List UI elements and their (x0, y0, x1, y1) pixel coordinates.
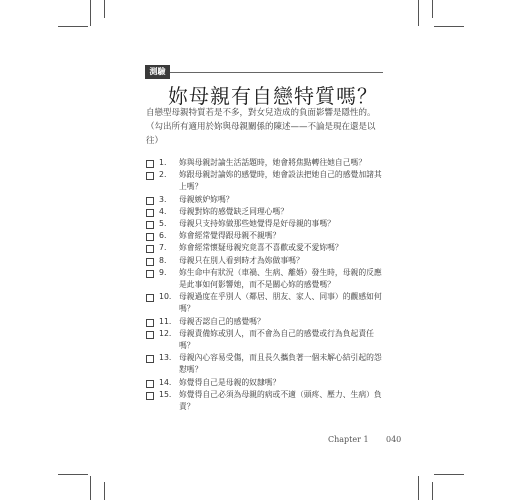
intro-line: （勾出所有適用於妳與母親關係的陳述——不論是現在還是以 (146, 122, 376, 132)
item-number: 4. (159, 206, 167, 216)
item-number: 13. (159, 353, 172, 363)
item-number: 9. (159, 267, 167, 277)
crop-mark (418, 0, 419, 26)
checkbox[interactable] (146, 197, 154, 205)
section-tag: 測驗 (145, 65, 170, 79)
checklist (146, 157, 386, 413)
item-number: 14. (159, 377, 172, 387)
checkbox[interactable] (146, 319, 154, 327)
item-number: 15. (159, 389, 172, 399)
checklist-item[interactable] (146, 230, 386, 242)
checkbox[interactable] (146, 380, 154, 388)
checkbox[interactable] (146, 172, 154, 180)
item-number: 11. (159, 316, 172, 326)
checklist-item[interactable] (146, 389, 386, 413)
item-text: 母親只支持妳做那些她覺得是好母親的事嗎？ (179, 219, 335, 229)
checkbox[interactable] (146, 160, 154, 168)
checklist-item[interactable] (146, 194, 386, 206)
crop-mark (90, 0, 91, 26)
checkbox[interactable] (146, 355, 154, 363)
checklist-item[interactable] (146, 267, 386, 291)
checkbox[interactable] (146, 331, 154, 339)
item-text: 妳與母親討論生活話題時，她會將焦點轉往她自己嗎？ (179, 158, 367, 167)
intro-paragraph (146, 106, 386, 148)
item-text: 妳生命中有狀況（車禍、生病、離婚）發生時，母親的反應是此事如何影響她，而不是關心妳的感覺嗎？ (179, 267, 382, 290)
item-number: 10. (159, 292, 172, 302)
item-text: 妳會經常覺得跟母親不親嗎？ (179, 231, 281, 241)
checkbox[interactable] (146, 258, 154, 266)
item-number: 7. (159, 243, 167, 253)
crop-mark (432, 0, 433, 18)
checklist-item[interactable] (146, 157, 386, 169)
item-text: 母親過度在乎別人（鄰居、朋友、家人、同事）的觀感如何嗎？ (179, 292, 382, 314)
item-text: 母親對妳的感覺缺乏同理心嗎？ (179, 206, 289, 216)
checklist-item[interactable] (146, 169, 386, 193)
crop-mark (58, 474, 88, 475)
checkbox[interactable] (146, 294, 154, 302)
page-number: 040 (386, 435, 402, 444)
checklist-item[interactable] (146, 218, 386, 230)
checkbox[interactable] (146, 233, 154, 241)
item-number: 8. (159, 255, 167, 265)
crop-mark (104, 482, 105, 500)
item-text: 妳跟母親討論妳的感覺時，她會設法把她自己的感覺加諸其上嗎？ (179, 170, 382, 192)
item-text: 妳會經常懷疑母親究竟喜不喜歡或愛不愛妳嗎？ (179, 243, 343, 253)
checklist-item[interactable] (146, 377, 386, 389)
item-number: 12. (159, 328, 172, 338)
chapter-label: Chapter 1 (328, 435, 369, 444)
crop-mark (90, 476, 91, 500)
item-number: 6. (159, 231, 167, 241)
item-text: 妳覺得自己是母親的奴隸嗎？ (179, 377, 281, 387)
item-text: 母親責備妳或別人，而不會為自己的感覺或行為負起責任嗎？ (179, 328, 374, 351)
page-title: 妳母親有自戀特質嗎？ (168, 84, 378, 108)
checkbox[interactable] (146, 221, 154, 229)
checklist-item[interactable] (146, 206, 386, 218)
crop-mark (104, 0, 105, 18)
section-rule (170, 72, 383, 73)
checklist-item[interactable] (146, 316, 386, 328)
crop-mark (434, 26, 464, 27)
checklist-item[interactable] (146, 255, 386, 267)
checkbox[interactable] (146, 270, 154, 278)
checklist-item[interactable] (146, 352, 386, 376)
crop-mark (432, 482, 433, 500)
crop-mark (434, 474, 464, 475)
crop-mark (58, 26, 88, 27)
item-text: 母親否認自己的感覺嗎？ (179, 316, 265, 326)
intro-line: 自戀型母親特質若是不多，對女兒造成的負面影響是隱性的。 (146, 108, 376, 118)
intro-line: 往） (146, 136, 164, 146)
checkbox[interactable] (146, 245, 154, 253)
checklist-item[interactable] (146, 242, 386, 254)
item-text: 母親內心容易受傷，而且長久攜負著一個未解心結引起的怨懟嗎？ (179, 353, 382, 375)
item-number: 1. (159, 158, 167, 167)
item-text: 母親嫉妒妳嗎？ (179, 194, 234, 204)
crop-mark (418, 476, 419, 500)
checkbox[interactable] (146, 209, 154, 217)
item-text: 母親只在別人看到時才為妳做事嗎？ (179, 255, 304, 265)
item-number: 5. (159, 219, 167, 229)
item-number: 2. (159, 170, 167, 180)
checklist-item[interactable] (146, 328, 386, 352)
item-number: 3. (159, 194, 167, 204)
item-text: 妳覺得自己必須為母親的病或不適（頭疼、壓力、生病）負責？ (179, 389, 382, 412)
checklist-item[interactable] (146, 291, 386, 315)
checkbox[interactable] (146, 392, 154, 400)
